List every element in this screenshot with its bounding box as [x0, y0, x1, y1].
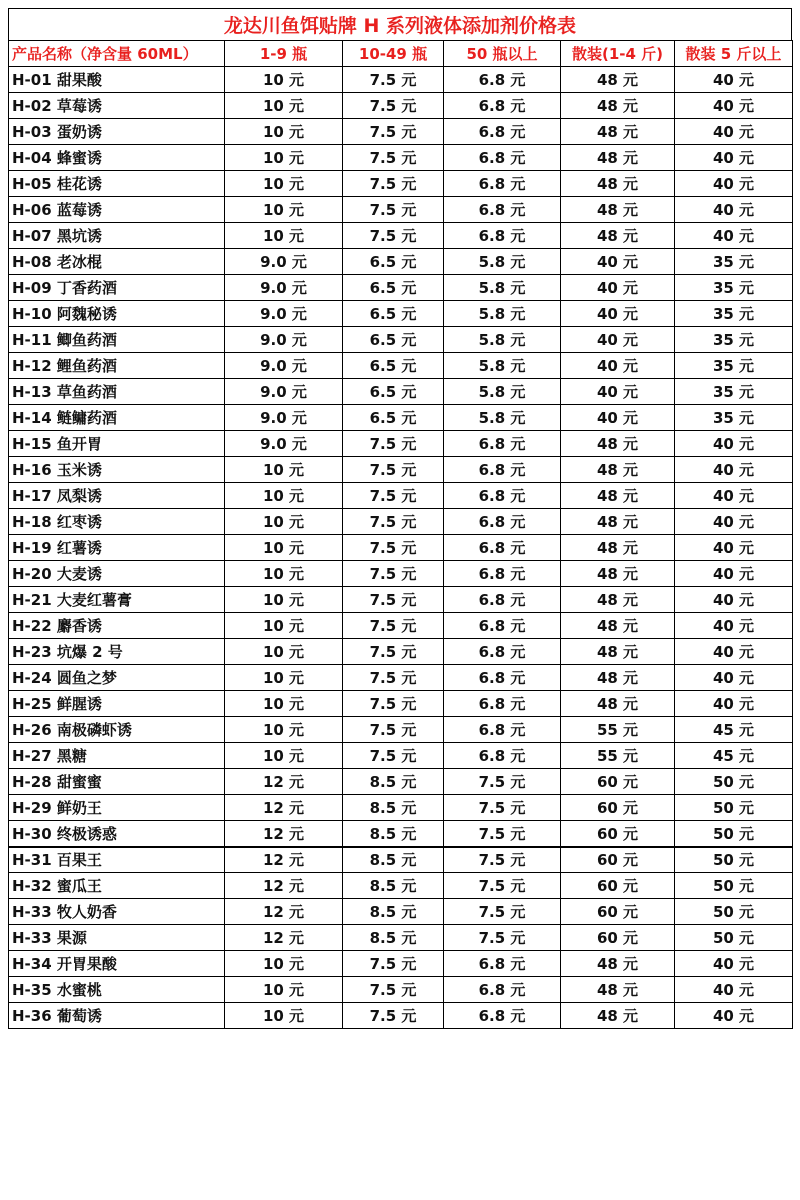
price-1-9-cell: 12 元 [225, 821, 343, 847]
price-10-49-cell: 7.5 元 [343, 951, 444, 977]
price-50-plus-cell: 6.8 元 [444, 145, 561, 171]
product-name-cell: H-21 大麦红薯膏 [9, 587, 225, 613]
bulk-1-4-cell: 60 元 [561, 847, 675, 873]
bulk-1-4-cell: 40 元 [561, 405, 675, 431]
bulk-1-4-cell: 55 元 [561, 743, 675, 769]
price-1-9-cell: 12 元 [225, 899, 343, 925]
price-50-plus-cell: 6.8 元 [444, 587, 561, 613]
bulk-1-4-cell: 40 元 [561, 249, 675, 275]
price-10-49-cell: 6.5 元 [343, 249, 444, 275]
price-1-9-cell: 9.0 元 [225, 431, 343, 457]
price-10-49-cell: 7.5 元 [343, 743, 444, 769]
price-1-9-cell: 10 元 [225, 483, 343, 509]
price-10-49-cell: 6.5 元 [343, 353, 444, 379]
table-row [9, 925, 793, 951]
product-name-cell: H-28 甜蜜蜜 [9, 769, 225, 795]
header-qty-1-9: 1-9 瓶 [225, 41, 343, 67]
product-name-cell: H-04 蜂蜜诱 [9, 145, 225, 171]
price-10-49-cell: 6.5 元 [343, 379, 444, 405]
table-row [9, 353, 793, 379]
price-50-plus-cell: 6.8 元 [444, 665, 561, 691]
header-row [9, 41, 793, 67]
product-name-cell: H-05 桂花诱 [9, 171, 225, 197]
price-10-49-cell: 7.5 元 [343, 509, 444, 535]
bulk-5-plus-cell: 45 元 [675, 743, 793, 769]
table-row [9, 821, 793, 847]
bulk-5-plus-cell: 40 元 [675, 509, 793, 535]
product-name-cell: H-17 凤梨诱 [9, 483, 225, 509]
bulk-1-4-cell: 48 元 [561, 457, 675, 483]
price-50-plus-cell: 7.5 元 [444, 847, 561, 873]
table-row [9, 1003, 793, 1029]
price-50-plus-cell: 6.8 元 [444, 509, 561, 535]
product-name-cell: H-12 鲤鱼药酒 [9, 353, 225, 379]
bulk-5-plus-cell: 35 元 [675, 301, 793, 327]
product-name-cell: H-14 鲢鳙药酒 [9, 405, 225, 431]
product-name-cell: H-32 蜜瓜王 [9, 873, 225, 899]
product-name-cell: H-13 草鱼药酒 [9, 379, 225, 405]
price-50-plus-cell: 6.8 元 [444, 535, 561, 561]
product-name-cell: H-11 鲫鱼药酒 [9, 327, 225, 353]
price-1-9-cell: 10 元 [225, 691, 343, 717]
product-name-cell: H-03 蛋奶诱 [9, 119, 225, 145]
table-row [9, 717, 793, 743]
table-row [9, 665, 793, 691]
price-50-plus-cell: 6.8 元 [444, 197, 561, 223]
bulk-5-plus-cell: 40 元 [675, 535, 793, 561]
header-bulk-1-4: 散装(1-4 斤) [561, 41, 675, 67]
product-name-cell: H-36 葡萄诱 [9, 1003, 225, 1029]
bulk-1-4-cell: 48 元 [561, 171, 675, 197]
product-name-cell: H-31 百果王 [9, 847, 225, 873]
price-50-plus-cell: 5.8 元 [444, 275, 561, 301]
bulk-5-plus-cell: 40 元 [675, 483, 793, 509]
bulk-1-4-cell: 40 元 [561, 353, 675, 379]
price-50-plus-cell: 7.5 元 [444, 899, 561, 925]
table-row [9, 873, 793, 899]
price-10-49-cell: 8.5 元 [343, 873, 444, 899]
table-row [9, 535, 793, 561]
table-row [9, 561, 793, 587]
bulk-1-4-cell: 60 元 [561, 769, 675, 795]
price-10-49-cell: 6.5 元 [343, 301, 444, 327]
bulk-1-4-cell: 55 元 [561, 717, 675, 743]
table-row [9, 67, 793, 93]
bulk-5-plus-cell: 40 元 [675, 587, 793, 613]
price-1-9-cell: 10 元 [225, 1003, 343, 1029]
bulk-1-4-cell: 48 元 [561, 197, 675, 223]
price-10-49-cell: 6.5 元 [343, 275, 444, 301]
product-name-cell: H-23 坑爆 2 号 [9, 639, 225, 665]
price-10-49-cell: 7.5 元 [343, 691, 444, 717]
product-name-cell: H-26 南极磷虾诱 [9, 717, 225, 743]
bulk-1-4-cell: 48 元 [561, 119, 675, 145]
table-row [9, 457, 793, 483]
price-50-plus-cell: 5.8 元 [444, 301, 561, 327]
price-1-9-cell: 10 元 [225, 457, 343, 483]
product-name-cell: H-34 开胃果酸 [9, 951, 225, 977]
bulk-1-4-cell: 48 元 [561, 223, 675, 249]
price-table [8, 40, 793, 1029]
price-10-49-cell: 7.5 元 [343, 639, 444, 665]
price-10-49-cell: 7.5 元 [343, 483, 444, 509]
price-1-9-cell: 9.0 元 [225, 327, 343, 353]
table-row [9, 769, 793, 795]
price-1-9-cell: 9.0 元 [225, 353, 343, 379]
product-name-cell: H-15 鱼开胃 [9, 431, 225, 457]
bulk-5-plus-cell: 45 元 [675, 717, 793, 743]
price-50-plus-cell: 7.5 元 [444, 821, 561, 847]
price-50-plus-cell: 7.5 元 [444, 873, 561, 899]
bulk-1-4-cell: 48 元 [561, 587, 675, 613]
price-50-plus-cell: 5.8 元 [444, 327, 561, 353]
price-50-plus-cell: 6.8 元 [444, 639, 561, 665]
bulk-5-plus-cell: 40 元 [675, 223, 793, 249]
bulk-5-plus-cell: 40 元 [675, 93, 793, 119]
price-10-49-cell: 8.5 元 [343, 899, 444, 925]
price-50-plus-cell: 6.8 元 [444, 743, 561, 769]
price-10-49-cell: 7.5 元 [343, 717, 444, 743]
bulk-1-4-cell: 60 元 [561, 899, 675, 925]
price-50-plus-cell: 6.8 元 [444, 483, 561, 509]
product-name-cell: H-06 蓝莓诱 [9, 197, 225, 223]
price-1-9-cell: 10 元 [225, 951, 343, 977]
price-50-plus-cell: 7.5 元 [444, 795, 561, 821]
price-1-9-cell: 10 元 [225, 535, 343, 561]
product-name-cell: H-35 水蜜桃 [9, 977, 225, 1003]
bulk-5-plus-cell: 40 元 [675, 1003, 793, 1029]
bulk-1-4-cell: 40 元 [561, 327, 675, 353]
price-10-49-cell: 7.5 元 [343, 93, 444, 119]
table-row [9, 405, 793, 431]
bulk-5-plus-cell: 50 元 [675, 925, 793, 951]
price-10-49-cell: 7.5 元 [343, 561, 444, 587]
price-10-49-cell: 7.5 元 [343, 665, 444, 691]
table-row [9, 145, 793, 171]
price-50-plus-cell: 5.8 元 [444, 353, 561, 379]
bulk-5-plus-cell: 40 元 [675, 197, 793, 223]
table-row [9, 431, 793, 457]
product-name-cell: H-25 鲜腥诱 [9, 691, 225, 717]
product-name-cell: H-20 大麦诱 [9, 561, 225, 587]
bulk-1-4-cell: 48 元 [561, 67, 675, 93]
bulk-1-4-cell: 40 元 [561, 379, 675, 405]
price-50-plus-cell: 6.8 元 [444, 561, 561, 587]
price-10-49-cell: 7.5 元 [343, 535, 444, 561]
price-1-9-cell: 12 元 [225, 847, 343, 873]
price-50-plus-cell: 7.5 元 [444, 769, 561, 795]
table-row [9, 327, 793, 353]
price-10-49-cell: 8.5 元 [343, 821, 444, 847]
bulk-1-4-cell: 48 元 [561, 535, 675, 561]
price-1-9-cell: 9.0 元 [225, 405, 343, 431]
product-name-cell: H-01 甜果酸 [9, 67, 225, 93]
bulk-5-plus-cell: 50 元 [675, 795, 793, 821]
price-50-plus-cell: 6.8 元 [444, 171, 561, 197]
price-10-49-cell: 7.5 元 [343, 171, 444, 197]
table-row [9, 197, 793, 223]
price-50-plus-cell: 6.8 元 [444, 1003, 561, 1029]
price-10-49-cell: 7.5 元 [343, 145, 444, 171]
price-1-9-cell: 10 元 [225, 119, 343, 145]
table-row [9, 249, 793, 275]
bulk-1-4-cell: 60 元 [561, 821, 675, 847]
bulk-5-plus-cell: 50 元 [675, 899, 793, 925]
price-1-9-cell: 10 元 [225, 639, 343, 665]
bulk-5-plus-cell: 35 元 [675, 327, 793, 353]
bulk-5-plus-cell: 50 元 [675, 873, 793, 899]
price-1-9-cell: 12 元 [225, 795, 343, 821]
price-10-49-cell: 7.5 元 [343, 67, 444, 93]
table-row [9, 379, 793, 405]
bulk-5-plus-cell: 40 元 [675, 613, 793, 639]
price-1-9-cell: 10 元 [225, 587, 343, 613]
price-50-plus-cell: 6.8 元 [444, 613, 561, 639]
bulk-5-plus-cell: 40 元 [675, 561, 793, 587]
table-row [9, 899, 793, 925]
bulk-5-plus-cell: 35 元 [675, 405, 793, 431]
bulk-5-plus-cell: 35 元 [675, 379, 793, 405]
price-1-9-cell: 9.0 元 [225, 249, 343, 275]
price-10-49-cell: 7.5 元 [343, 431, 444, 457]
price-10-49-cell: 6.5 元 [343, 327, 444, 353]
price-1-9-cell: 10 元 [225, 743, 343, 769]
price-10-49-cell: 8.5 元 [343, 925, 444, 951]
price-1-9-cell: 12 元 [225, 769, 343, 795]
product-name-cell: H-02 草莓诱 [9, 93, 225, 119]
price-10-49-cell: 8.5 元 [343, 795, 444, 821]
price-50-plus-cell: 6.8 元 [444, 691, 561, 717]
price-50-plus-cell: 5.8 元 [444, 249, 561, 275]
bulk-1-4-cell: 48 元 [561, 691, 675, 717]
price-50-plus-cell: 6.8 元 [444, 431, 561, 457]
price-1-9-cell: 12 元 [225, 873, 343, 899]
price-1-9-cell: 10 元 [225, 509, 343, 535]
price-10-49-cell: 7.5 元 [343, 119, 444, 145]
price-1-9-cell: 10 元 [225, 67, 343, 93]
bulk-1-4-cell: 40 元 [561, 275, 675, 301]
table-row [9, 93, 793, 119]
bulk-1-4-cell: 40 元 [561, 301, 675, 327]
product-name-cell: H-09 丁香药酒 [9, 275, 225, 301]
bulk-1-4-cell: 48 元 [561, 613, 675, 639]
bulk-5-plus-cell: 40 元 [675, 119, 793, 145]
table-row [9, 795, 793, 821]
price-10-49-cell: 7.5 元 [343, 1003, 444, 1029]
bulk-5-plus-cell: 40 元 [675, 639, 793, 665]
table-row [9, 171, 793, 197]
table-row [9, 275, 793, 301]
price-50-plus-cell: 7.5 元 [444, 925, 561, 951]
table-row [9, 119, 793, 145]
bulk-5-plus-cell: 50 元 [675, 821, 793, 847]
price-10-49-cell: 7.5 元 [343, 457, 444, 483]
bulk-5-plus-cell: 40 元 [675, 951, 793, 977]
price-10-49-cell: 7.5 元 [343, 977, 444, 1003]
price-1-9-cell: 10 元 [225, 197, 343, 223]
bulk-1-4-cell: 48 元 [561, 639, 675, 665]
bulk-1-4-cell: 48 元 [561, 509, 675, 535]
table-row [9, 951, 793, 977]
bulk-1-4-cell: 48 元 [561, 977, 675, 1003]
bulk-5-plus-cell: 40 元 [675, 431, 793, 457]
table-row [9, 847, 793, 873]
product-name-cell: H-18 红枣诱 [9, 509, 225, 535]
table-row [9, 587, 793, 613]
bulk-5-plus-cell: 40 元 [675, 977, 793, 1003]
header-product-name: 产品名称（净含量 60ML） [9, 41, 225, 67]
product-name-cell: H-22 麝香诱 [9, 613, 225, 639]
price-1-9-cell: 10 元 [225, 561, 343, 587]
product-name-cell: H-29 鲜奶王 [9, 795, 225, 821]
price-1-9-cell: 10 元 [225, 717, 343, 743]
price-50-plus-cell: 6.8 元 [444, 717, 561, 743]
table-body [9, 67, 793, 1029]
price-1-9-cell: 9.0 元 [225, 379, 343, 405]
price-50-plus-cell: 5.8 元 [444, 379, 561, 405]
bulk-5-plus-cell: 40 元 [675, 67, 793, 93]
product-name-cell: H-27 黑糖 [9, 743, 225, 769]
price-10-49-cell: 7.5 元 [343, 197, 444, 223]
bulk-5-plus-cell: 40 元 [675, 145, 793, 171]
price-1-9-cell: 10 元 [225, 977, 343, 1003]
price-10-49-cell: 8.5 元 [343, 847, 444, 873]
price-50-plus-cell: 6.8 元 [444, 457, 561, 483]
table-row [9, 743, 793, 769]
bulk-1-4-cell: 48 元 [561, 431, 675, 457]
product-name-cell: H-07 黑坑诱 [9, 223, 225, 249]
product-name-cell: H-30 终极诱惑 [9, 821, 225, 847]
header-qty-10-49: 10-49 瓶 [343, 41, 444, 67]
bulk-1-4-cell: 60 元 [561, 873, 675, 899]
bulk-5-plus-cell: 35 元 [675, 353, 793, 379]
product-name-cell: H-10 阿魏秘诱 [9, 301, 225, 327]
price-1-9-cell: 10 元 [225, 171, 343, 197]
price-50-plus-cell: 6.8 元 [444, 119, 561, 145]
price-1-9-cell: 10 元 [225, 93, 343, 119]
bulk-1-4-cell: 60 元 [561, 795, 675, 821]
bulk-1-4-cell: 48 元 [561, 561, 675, 587]
price-50-plus-cell: 6.8 元 [444, 951, 561, 977]
price-50-plus-cell: 6.8 元 [444, 223, 561, 249]
bulk-5-plus-cell: 40 元 [675, 665, 793, 691]
table-row [9, 639, 793, 665]
bulk-1-4-cell: 48 元 [561, 483, 675, 509]
price-50-plus-cell: 5.8 元 [444, 405, 561, 431]
product-name-cell: H-33 果源 [9, 925, 225, 951]
price-50-plus-cell: 6.8 元 [444, 67, 561, 93]
product-name-cell: H-24 圆鱼之梦 [9, 665, 225, 691]
price-10-49-cell: 7.5 元 [343, 223, 444, 249]
table-row [9, 483, 793, 509]
bulk-1-4-cell: 60 元 [561, 925, 675, 951]
bulk-5-plus-cell: 35 元 [675, 275, 793, 301]
price-1-9-cell: 10 元 [225, 613, 343, 639]
price-10-49-cell: 6.5 元 [343, 405, 444, 431]
product-name-cell: H-08 老冰棍 [9, 249, 225, 275]
price-1-9-cell: 10 元 [225, 223, 343, 249]
header-qty-50-plus: 50 瓶以上 [444, 41, 561, 67]
price-10-49-cell: 7.5 元 [343, 587, 444, 613]
table-row [9, 223, 793, 249]
bulk-5-plus-cell: 40 元 [675, 457, 793, 483]
bulk-1-4-cell: 48 元 [561, 1003, 675, 1029]
price-1-9-cell: 9.0 元 [225, 275, 343, 301]
product-name-cell: H-33 牧人奶香 [9, 899, 225, 925]
price-1-9-cell: 9.0 元 [225, 301, 343, 327]
bulk-5-plus-cell: 40 元 [675, 171, 793, 197]
header-bulk-5-plus: 散装 5 斤以上 [675, 41, 793, 67]
bulk-5-plus-cell: 50 元 [675, 847, 793, 873]
table-row [9, 977, 793, 1003]
product-name-cell: H-16 玉米诱 [9, 457, 225, 483]
bulk-1-4-cell: 48 元 [561, 665, 675, 691]
bulk-1-4-cell: 48 元 [561, 145, 675, 171]
price-10-49-cell: 7.5 元 [343, 613, 444, 639]
bulk-5-plus-cell: 50 元 [675, 769, 793, 795]
price-1-9-cell: 10 元 [225, 145, 343, 171]
price-1-9-cell: 12 元 [225, 925, 343, 951]
price-1-9-cell: 10 元 [225, 665, 343, 691]
bulk-1-4-cell: 48 元 [561, 951, 675, 977]
table-row [9, 301, 793, 327]
price-sheet [8, 8, 792, 1029]
bulk-1-4-cell: 48 元 [561, 93, 675, 119]
price-50-plus-cell: 6.8 元 [444, 977, 561, 1003]
price-10-49-cell: 8.5 元 [343, 769, 444, 795]
sheet-title: 龙达川鱼饵贴牌 H 系列液体添加剂价格表 [8, 8, 792, 40]
bulk-5-plus-cell: 40 元 [675, 691, 793, 717]
table-row [9, 691, 793, 717]
bulk-5-plus-cell: 35 元 [675, 249, 793, 275]
table-row [9, 613, 793, 639]
price-50-plus-cell: 6.8 元 [444, 93, 561, 119]
product-name-cell: H-19 红薯诱 [9, 535, 225, 561]
table-row [9, 509, 793, 535]
